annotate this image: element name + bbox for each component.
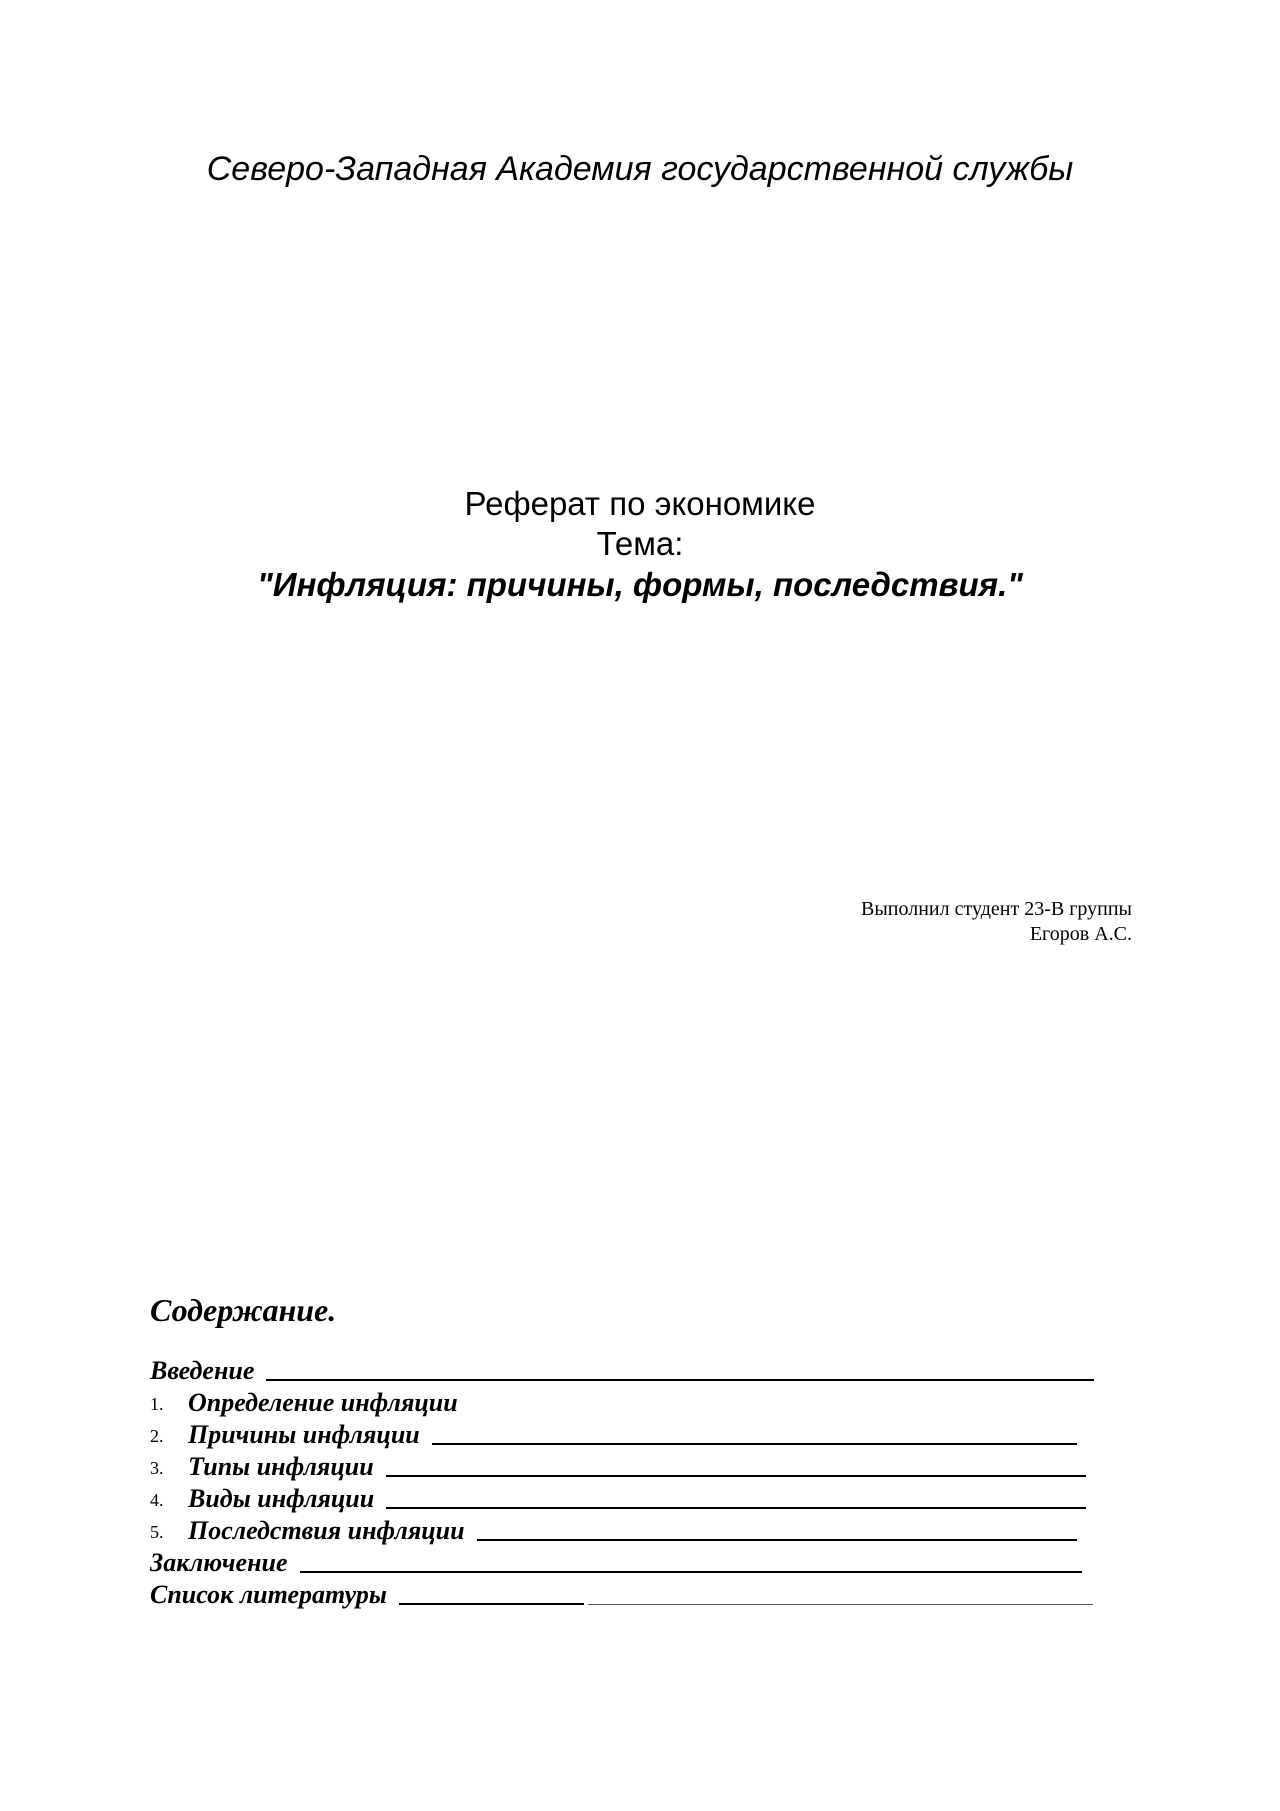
- toc-item-number: 3.: [150, 1458, 164, 1478]
- toc-leader-line: [477, 1539, 1077, 1541]
- author-name: Егоров А.С.: [1029, 923, 1132, 945]
- toc-leader-line: [588, 1604, 1093, 1605]
- toc-leader-line: [266, 1379, 1094, 1381]
- toc-leader-line: [386, 1475, 1086, 1477]
- institution-name: Северо-Западная Академия государственной службы: [206, 150, 1074, 188]
- toc-item-label: Заключение: [150, 1548, 288, 1577]
- title-block: [0, 484, 1280, 606]
- contents-heading: Содержание.: [150, 1292, 337, 1328]
- toc-item-label: Виды инфляции: [188, 1484, 375, 1513]
- toc-item-definition: [150, 1386, 1105, 1418]
- toc-leader-line: [386, 1507, 1086, 1509]
- toc-item-label: Последствия инфляции: [188, 1516, 465, 1545]
- table-of-contents: [150, 1354, 1105, 1610]
- toc-leader-line: [432, 1443, 1077, 1445]
- toc-item-consequences: [150, 1514, 1105, 1546]
- toc-item-number: 5.: [150, 1522, 164, 1542]
- toc-item-introduction: [150, 1354, 1105, 1386]
- essay-topic: "Инфляция: причины, формы, последствия.": [257, 566, 1023, 603]
- toc-item-references: [150, 1578, 1105, 1610]
- topic-label: Тема:: [596, 525, 684, 562]
- toc-leader-line: [399, 1603, 584, 1605]
- toc-item-number: 1.: [150, 1394, 164, 1414]
- toc-item-label: Список литературы: [150, 1580, 387, 1609]
- toc-item-conclusion: [150, 1546, 1105, 1578]
- essay-subject: Реферат по экономике: [464, 485, 816, 522]
- author-group: Выполнил студент 23-В группы: [861, 898, 1132, 920]
- toc-leader-line: [300, 1571, 1082, 1573]
- author-block: [861, 897, 1132, 947]
- toc-item-types: [150, 1450, 1105, 1482]
- toc-item-kinds: [150, 1482, 1105, 1514]
- toc-item-number: 2.: [150, 1426, 164, 1446]
- toc-item-causes: [150, 1418, 1105, 1450]
- toc-item-label: Типы инфляции: [188, 1452, 374, 1481]
- toc-item-number: 4.: [150, 1490, 164, 1510]
- toc-item-label: Введение: [150, 1356, 255, 1385]
- toc-item-label: Определение инфляции: [188, 1388, 458, 1417]
- toc-item-label: Причины инфляции: [188, 1420, 420, 1449]
